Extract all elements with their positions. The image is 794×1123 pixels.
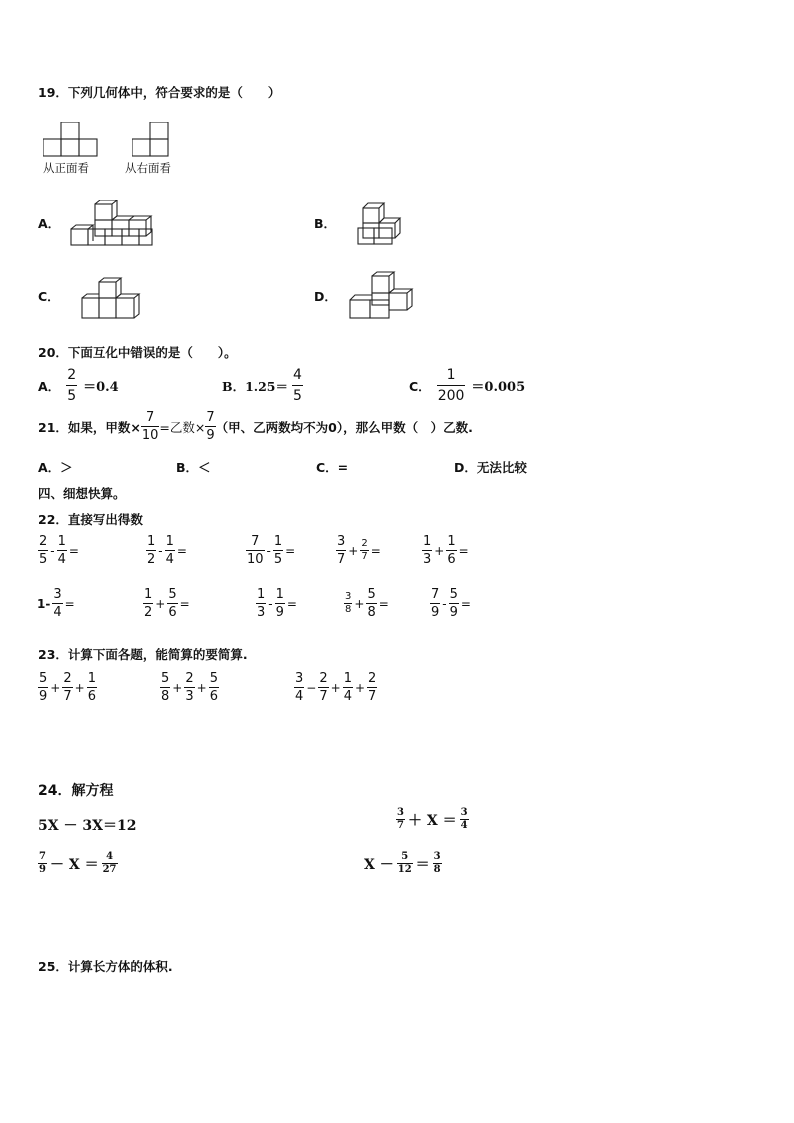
fraction: 1 3 (423, 534, 432, 567)
q22-item: 3 8 + $\frac{5}{8}$ = (345, 587, 389, 620)
fraction: $\frac{1}{6}$ (447, 534, 456, 567)
fraction: 2 5 (39, 534, 48, 567)
equation-2: 3 7 ＋ X ＝ 3 4 (397, 807, 468, 831)
q22-item: 1 2 + $\frac{5}{6}$ = (144, 587, 190, 620)
q21-option-b: B．＜ (176, 460, 211, 475)
fraction: $\frac{2}{7}$ (319, 671, 328, 704)
fraction: $\frac{2}{7}$ (63, 671, 72, 704)
q19-option-a-figure (68, 200, 158, 248)
fraction: 1 2 (144, 587, 153, 620)
front-view-caption: 从正面看 (43, 161, 89, 175)
front-view-figure (43, 122, 99, 158)
q23-expression: 5 9 + $\frac{2}{7}$ + $\frac{1}{6}$ (39, 671, 96, 704)
q22-item: 1 3 + $\frac{1}{6}$ = (423, 534, 469, 567)
q19-option-c-label: C． (38, 289, 60, 304)
fraction: 4 5 (293, 367, 302, 404)
q23-expression: 3 4 − $\frac{2}{7}$ + $\frac{1}{4}$ + $\frac{2}{7}$ (295, 671, 377, 704)
q22-title: 22．直接写出得数 (38, 512, 143, 527)
fraction: 5 8 (161, 671, 170, 704)
fraction: $\frac{5}{8}$ (367, 587, 376, 620)
fraction: 7 10 (247, 534, 264, 567)
q20-option-a-label: A． (38, 378, 61, 394)
fraction: 1 3 (257, 587, 266, 620)
right-view-caption: 从右面看 (125, 161, 171, 175)
q22-item: 7 10 - $\frac{1}{5}$ = (247, 534, 296, 567)
q21-text-pre: 21．如果，甲数× (38, 419, 141, 435)
fraction: $\frac{1}{5}$ (273, 534, 283, 567)
fraction: 3 4 (460, 807, 468, 831)
fraction: $\frac{7}{10}$ (141, 410, 159, 443)
fraction: $\frac{2}{7}$ (361, 538, 368, 562)
q20-option-a-tail: ＝0.4 (83, 380, 119, 395)
equation-4: X － 5 12 ＝ 3 8 (364, 851, 441, 875)
fraction: $\frac{1}{9}$ (275, 587, 284, 620)
q22-item: 1 3 - $\frac{1}{9}$ = (257, 587, 297, 620)
q20-option-b (222, 368, 303, 403)
q22-item: 2 5 - $\frac{1}{4}$ = (39, 534, 79, 567)
q19-title: 19．下列几何体中，符合要求的是（ ） (38, 85, 281, 100)
fraction: $\frac{2}{3}$ (185, 671, 194, 704)
fraction: 1 2 (147, 534, 156, 567)
q21-option-c: C．= (316, 460, 349, 475)
fraction: 1 200 (437, 367, 465, 404)
q20-option-a (38, 368, 119, 403)
fraction: 5 12 (397, 851, 412, 875)
fraction: $\frac{5}{9}$ (449, 587, 458, 620)
q19-option-b-figure (355, 200, 403, 248)
q25-title: 25．计算长方体的体积. (38, 959, 173, 974)
q19-option-d-label: D． (314, 289, 337, 304)
fraction: 3 8 (345, 591, 352, 615)
q24-title: 24．解方程 (38, 783, 114, 799)
q23-expression: 5 8 + $\frac{2}{3}$ + $\frac{5}{6}$ (161, 671, 218, 704)
q21-text-post: （甲、乙两数均不为0），那么甲数（ ）乙数. (215, 419, 473, 435)
equation-3: 7 9 － X ＝ 4 27 (39, 851, 117, 875)
fraction: $\frac{2}{7}$ (368, 671, 377, 704)
fraction: $\frac{1}{4}$ (57, 534, 66, 567)
q21-option-a: A．＞ (38, 460, 73, 475)
fraction: $\frac{5}{6}$ (209, 671, 218, 704)
q21-option-d: D．无法比较 (454, 460, 527, 475)
q21-title (38, 411, 473, 442)
fraction: $\frac{5}{6}$ (168, 587, 177, 620)
fraction: 3 7 (337, 534, 346, 567)
q20-option-b-label: B．1.25＝ (222, 378, 289, 394)
q20-title: 20．下面互化中错误的是（ ）。 (38, 345, 237, 360)
equation-1: 5X － 3X＝12 (38, 818, 137, 834)
q20-option-c-label: C． (409, 378, 431, 394)
q19-option-a-label: A． (38, 216, 61, 231)
right-view-figure (132, 122, 172, 158)
q22-item: 7 9 - $\frac{5}{9}$ = (431, 587, 471, 620)
q22-item: 1 2 - $\frac{1}{4}$ = (147, 534, 187, 567)
q19-option-d-figure (348, 268, 418, 322)
q20-option-c (409, 368, 525, 403)
fraction: 4 27 (102, 851, 117, 875)
fraction: 2 5 (67, 367, 77, 404)
fraction: $\frac{3}{4}$ (53, 587, 62, 620)
section-heading: 四、细想快算。 (38, 486, 126, 501)
fraction: $\frac{1}{6}$ (87, 671, 96, 704)
fraction: $\frac{1}{4}$ (343, 671, 352, 704)
q22-item: 3 7 + $\frac{2}{7}$ = (337, 534, 381, 567)
fraction: 7 9 (39, 851, 46, 875)
q19-option-b-label: B． (314, 216, 337, 231)
q23-title: 23．计算下面各题，能简算的要简算. (38, 647, 248, 662)
q21-text-mid: =乙数× (159, 419, 206, 435)
fraction: $\frac{1}{4}$ (165, 534, 174, 567)
fraction: 3 4 (295, 671, 304, 704)
q20-option-c-tail: ＝0.005 (471, 380, 526, 395)
fraction: 3 8 (433, 851, 441, 875)
fraction: $\frac{7}{9}$ (206, 410, 215, 443)
fraction: 3 7 (397, 807, 404, 831)
fraction: 7 9 (431, 587, 440, 620)
fraction: 5 9 (39, 671, 48, 704)
q22-item: 1- $\frac{3}{4}$ = (37, 587, 75, 620)
q19-option-c-figure (80, 275, 144, 323)
